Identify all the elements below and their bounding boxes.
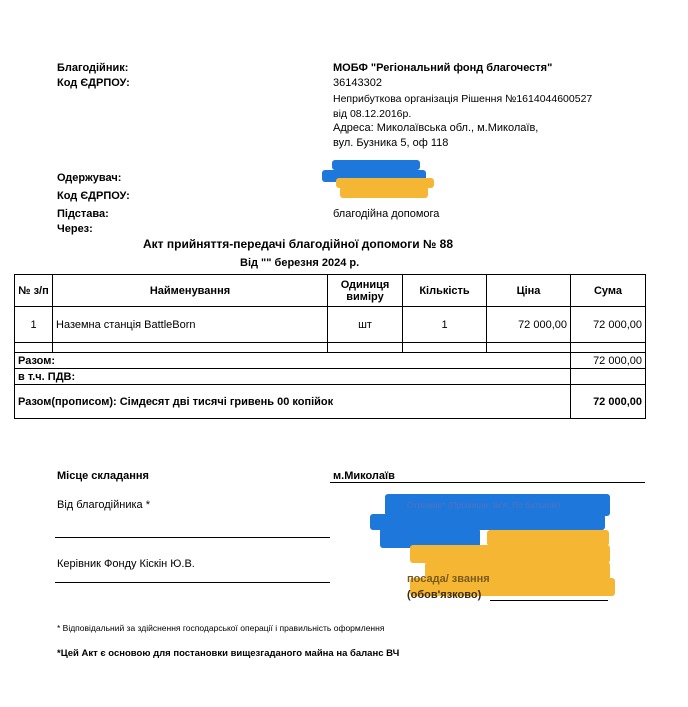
donor-signature-line <box>55 537 330 538</box>
recipient-edrpou-label: Код ЄДРПОУ: <box>57 190 130 202</box>
donor-edrpou: 36143302 <box>333 77 382 89</box>
redaction-yellow-4 <box>410 545 610 563</box>
header-name: Найменування <box>53 275 328 307</box>
head-signature-line <box>55 582 330 583</box>
vat-label: в т.ч. ПДВ: <box>15 369 571 385</box>
row-qty: 1 <box>403 307 487 343</box>
donor-nonprofit-date: від 08.12.2016р. <box>333 108 412 120</box>
donor-address-line2: вул. Бузника 5, оф 118 <box>333 137 449 149</box>
row-num: 1 <box>15 307 53 343</box>
donor-address-line1: Адреса: Миколаївська обл., м.Миколаїв, <box>333 122 539 134</box>
basis-label: Підстава: <box>57 208 109 220</box>
redaction-yellow-2 <box>340 186 428 198</box>
recipient-label: Одержувач: <box>57 172 122 184</box>
header-qty: Кількість <box>403 275 487 307</box>
mandatory-label: (обов'язково) <box>407 589 482 601</box>
note-basis: *Цей Акт є основою для постановки вищезгаданого майна на баланс ВЧ <box>57 648 400 659</box>
head-of-fund: Керівник Фонду Кіскін Ю.В. <box>57 558 195 570</box>
row-price: 72 000,00 <box>487 307 571 343</box>
table-row <box>15 307 646 343</box>
header-num: № з/п <box>15 275 53 307</box>
donor-edrpou-label: Код ЄДРПОУ: <box>57 77 130 89</box>
place-underline <box>330 482 645 483</box>
act-date: Від "" березня 2024 р. <box>240 257 360 269</box>
place-label: Місце складання <box>57 470 149 482</box>
redaction-blue-1 <box>332 160 420 170</box>
total-words-value: 72 000,00 <box>571 385 646 419</box>
from-donor-label: Від благодійника * <box>57 499 150 511</box>
act-title: Акт прийняття-передачі благодійної допомоги № 88 <box>143 237 453 251</box>
header-unit: Одиниця виміру <box>328 275 403 307</box>
note-responsible: * Відповідальний за здійснення господарської операції і правильність оформлення <box>57 623 385 633</box>
position-label: посада/ звання <box>407 573 490 585</box>
row-sum: 72 000,00 <box>571 307 646 343</box>
donor-nonprofit-line: Неприбуткова організація Рішення №1614044600527 <box>333 93 593 105</box>
basis-value: благодійна допомога <box>333 208 440 220</box>
place-value: м.Миколаїв <box>333 470 395 482</box>
table-spacer-row <box>15 343 646 353</box>
donor-label: Благодійник: <box>57 62 129 74</box>
header-price: Ціна <box>487 275 571 307</box>
items-table <box>14 274 645 419</box>
total-label: Разом: <box>15 353 571 369</box>
received-ghost-text: Отримав* (Прізвище, Ім'я, По батькові) <box>407 500 561 510</box>
position-underline <box>490 600 608 601</box>
donor-name: МОБФ "Регіональний фонд благочестя" <box>333 62 553 74</box>
vat-value <box>571 369 646 385</box>
row-unit: шт <box>328 307 403 343</box>
via-label: Через: <box>57 223 93 235</box>
header-sum: Сума <box>571 275 646 307</box>
row-name: Наземна станція BattleBorn <box>53 307 328 343</box>
total-value: 72 000,00 <box>571 353 646 369</box>
total-words-label: Разом(прописом): Сімдесят дві тисячі гривень 00 копійок <box>15 385 571 419</box>
redaction-yellow-3 <box>487 530 609 546</box>
